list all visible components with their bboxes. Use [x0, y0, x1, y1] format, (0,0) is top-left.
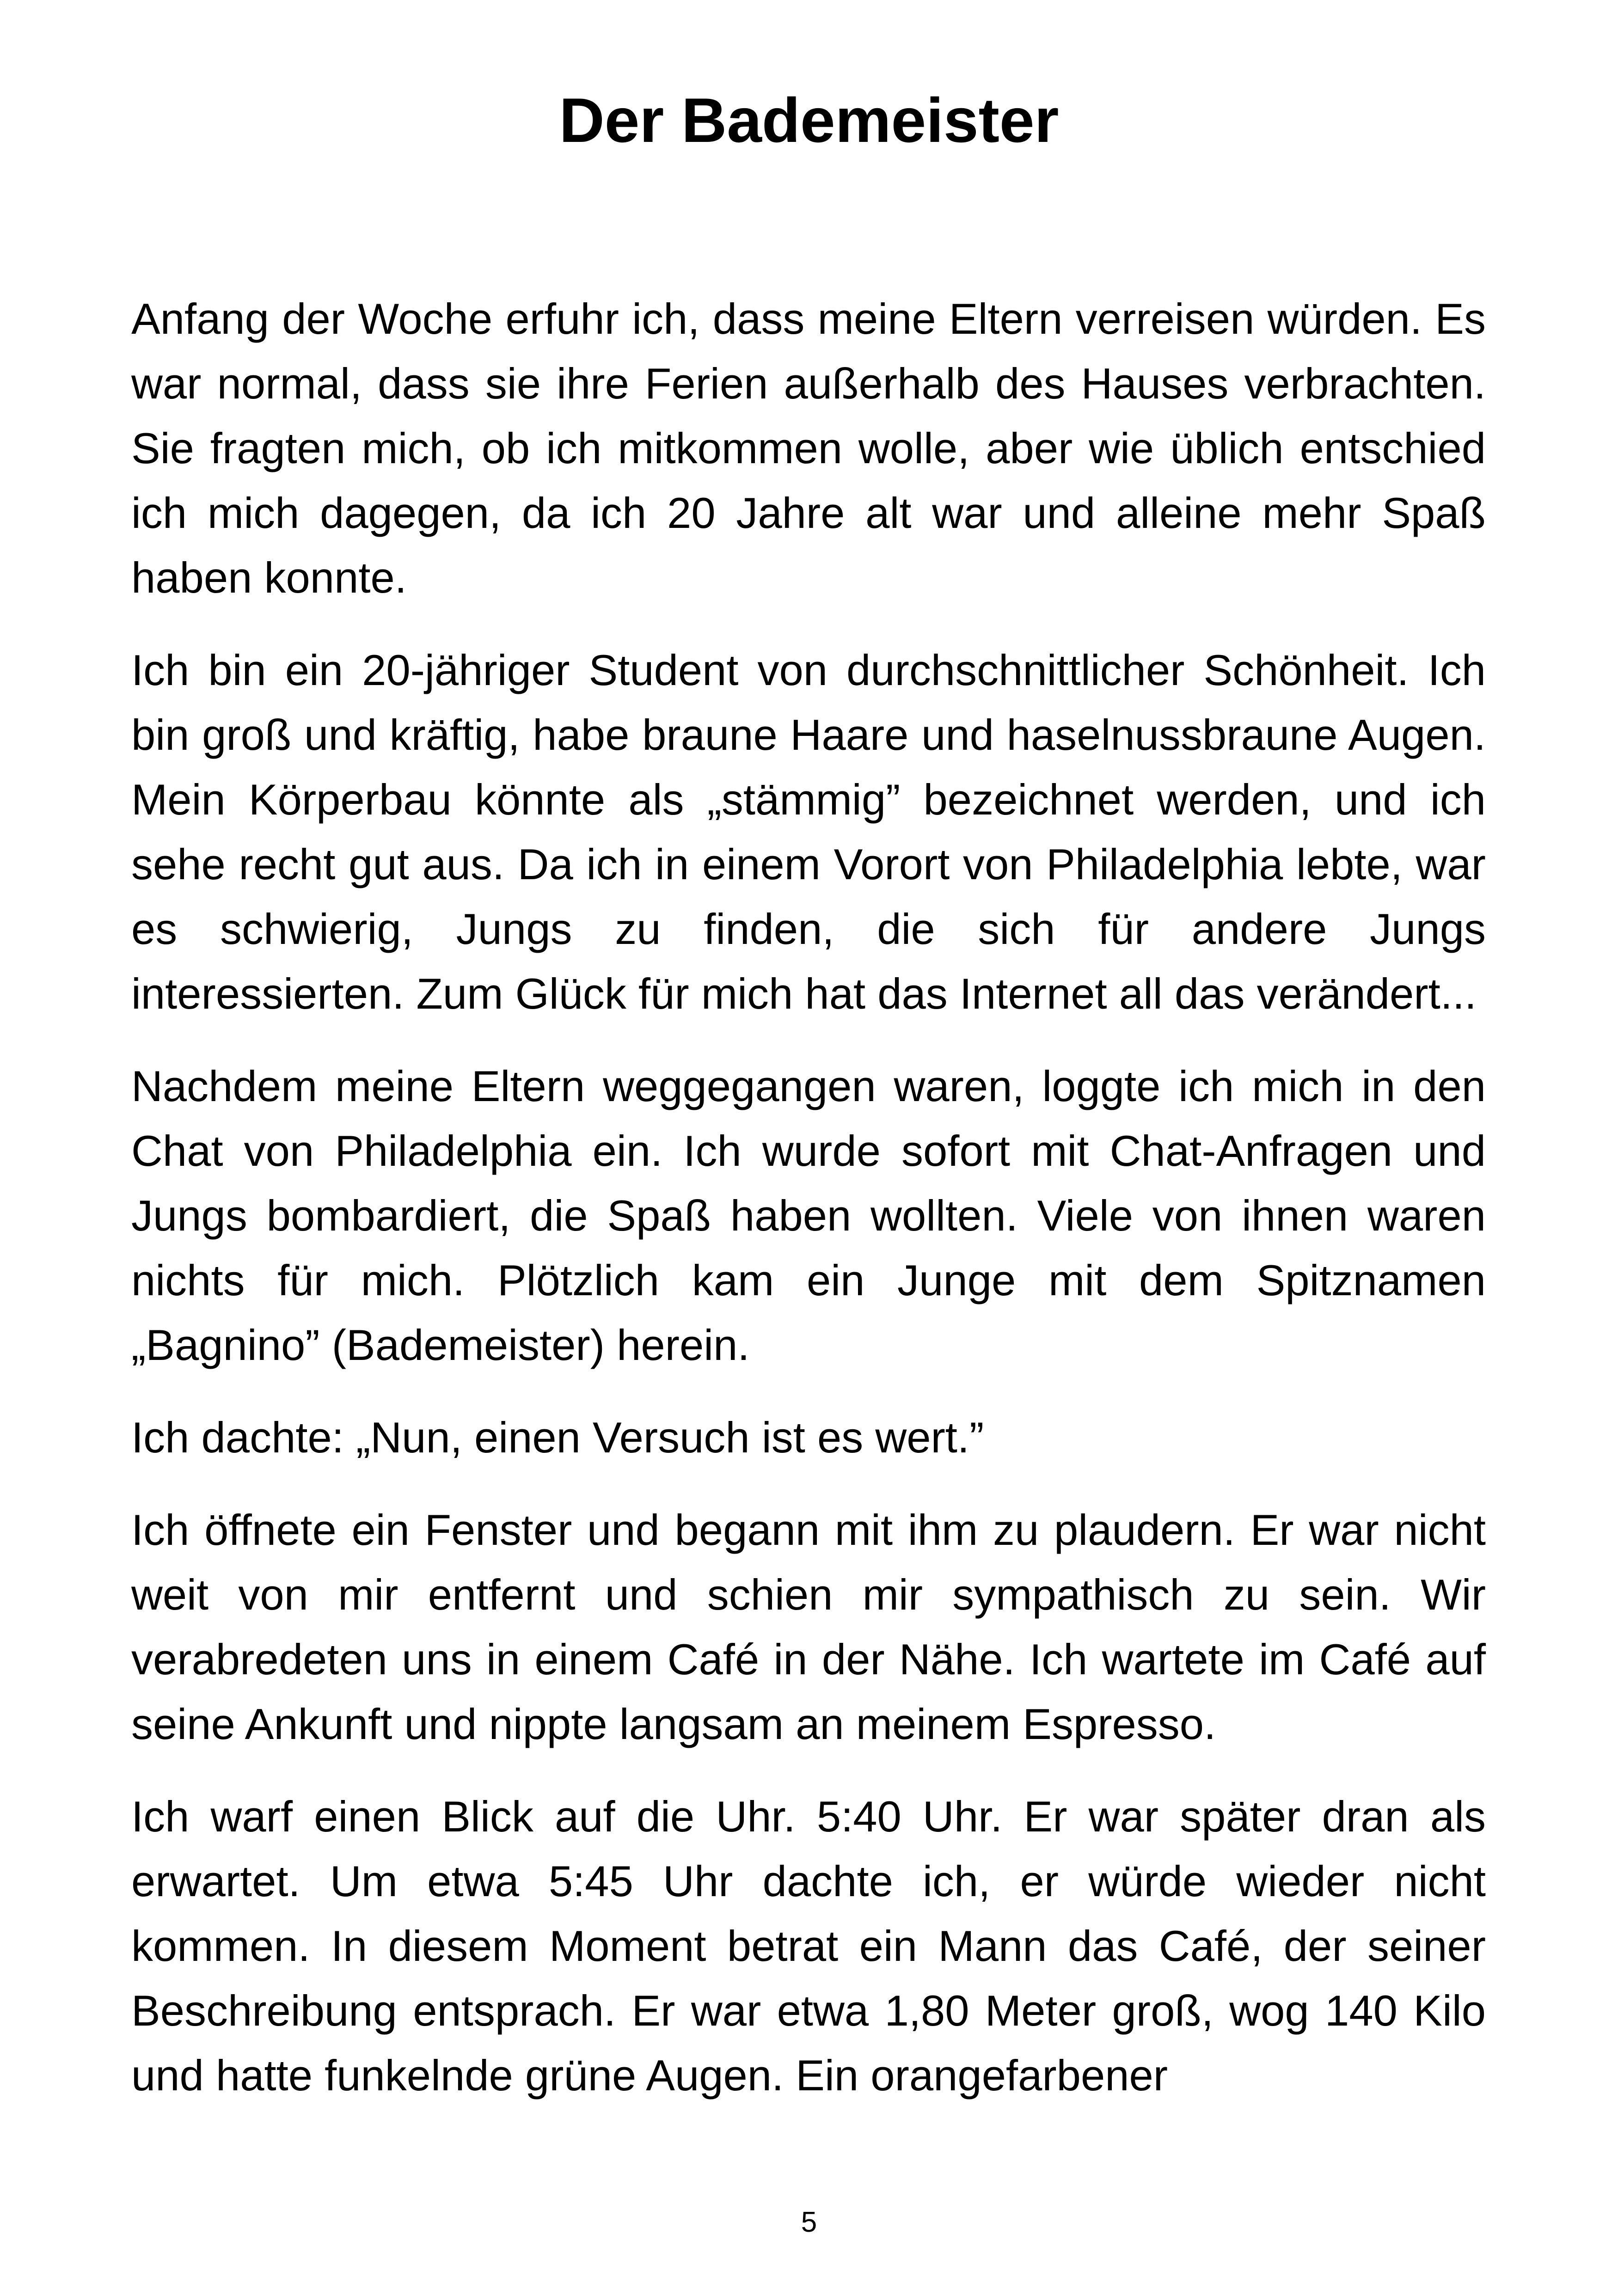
- paragraph-2: Ich bin ein 20-jähriger Student von durchschnittlicher Schönheit. Ich bin groß und kräftig, habe braune Haare und haselnussbraune Augen. Mein Körperbau könnte als „stämmig” bezeichnet werden, und ich sehe recht gut aus. Da ich in einem Vorort von Philadelphia lebte, war es schwierig, Jungs zu finden, die sich für andere Jungs interessierten. Zum Glück für mich hat das Internet all das verändert...: [131, 646, 1486, 1018]
- paragraph-3: Nachdem meine Eltern weggegangen waren, loggte ich mich in den Chat von Philadelphia ein. Ich wurde sofort mit Chat-Anfragen und Jungs bombardiert, die Spaß haben wollten. Viele von ihnen waren nichts für mich. Plötzlich kam ein Junge mit dem Spitznamen „Bagnino” (Bademeister) herein.: [131, 1062, 1486, 1369]
- page-title: Der Bademeister: [559, 85, 1059, 155]
- body-text: [131, 287, 1486, 2136]
- paragraph-1: Anfang der Woche erfuhr ich, dass meine Eltern verreisen würden. Es war normal, dass sie ihre Ferien außerhalb des Hauses verbrachten. Sie fragten mich, ob ich mitkommen wolle, aber wie üblich entschied ich mich dagegen, da ich 20 Jahre alt war und alleine mehr Spaß haben konnte.: [131, 294, 1486, 602]
- paragraph-6: Ich warf einen Blick auf die Uhr. 5:40 Uhr. Er war später dran als erwartet. Um etwa 5:45 Uhr dachte ich, er würde wieder nicht kommen. In diesem Moment betrat ein Mann das Café, der seiner Beschreibung entsprach. Er war etwa 1,80 Meter groß, wog 140 Kilo und hatte funkelnde grüne Augen. Ein orangefarbener: [131, 1792, 1486, 2100]
- paragraph-5: Ich öffnete ein Fenster und begann mit ihm zu plaudern. Er war nicht weit von mir entfernt und schien mir sympathisch zu sein. Wir verabredeten uns in einem Café in der Nähe. Ich wartete im Café auf seine Ankunft und nippte langsam an meinem Espresso.: [131, 1506, 1486, 1748]
- page-number: 5: [801, 2206, 817, 2238]
- paragraph-4: Ich dachte: „Nun, einen Versuch ist es wert.”: [131, 1413, 984, 1462]
